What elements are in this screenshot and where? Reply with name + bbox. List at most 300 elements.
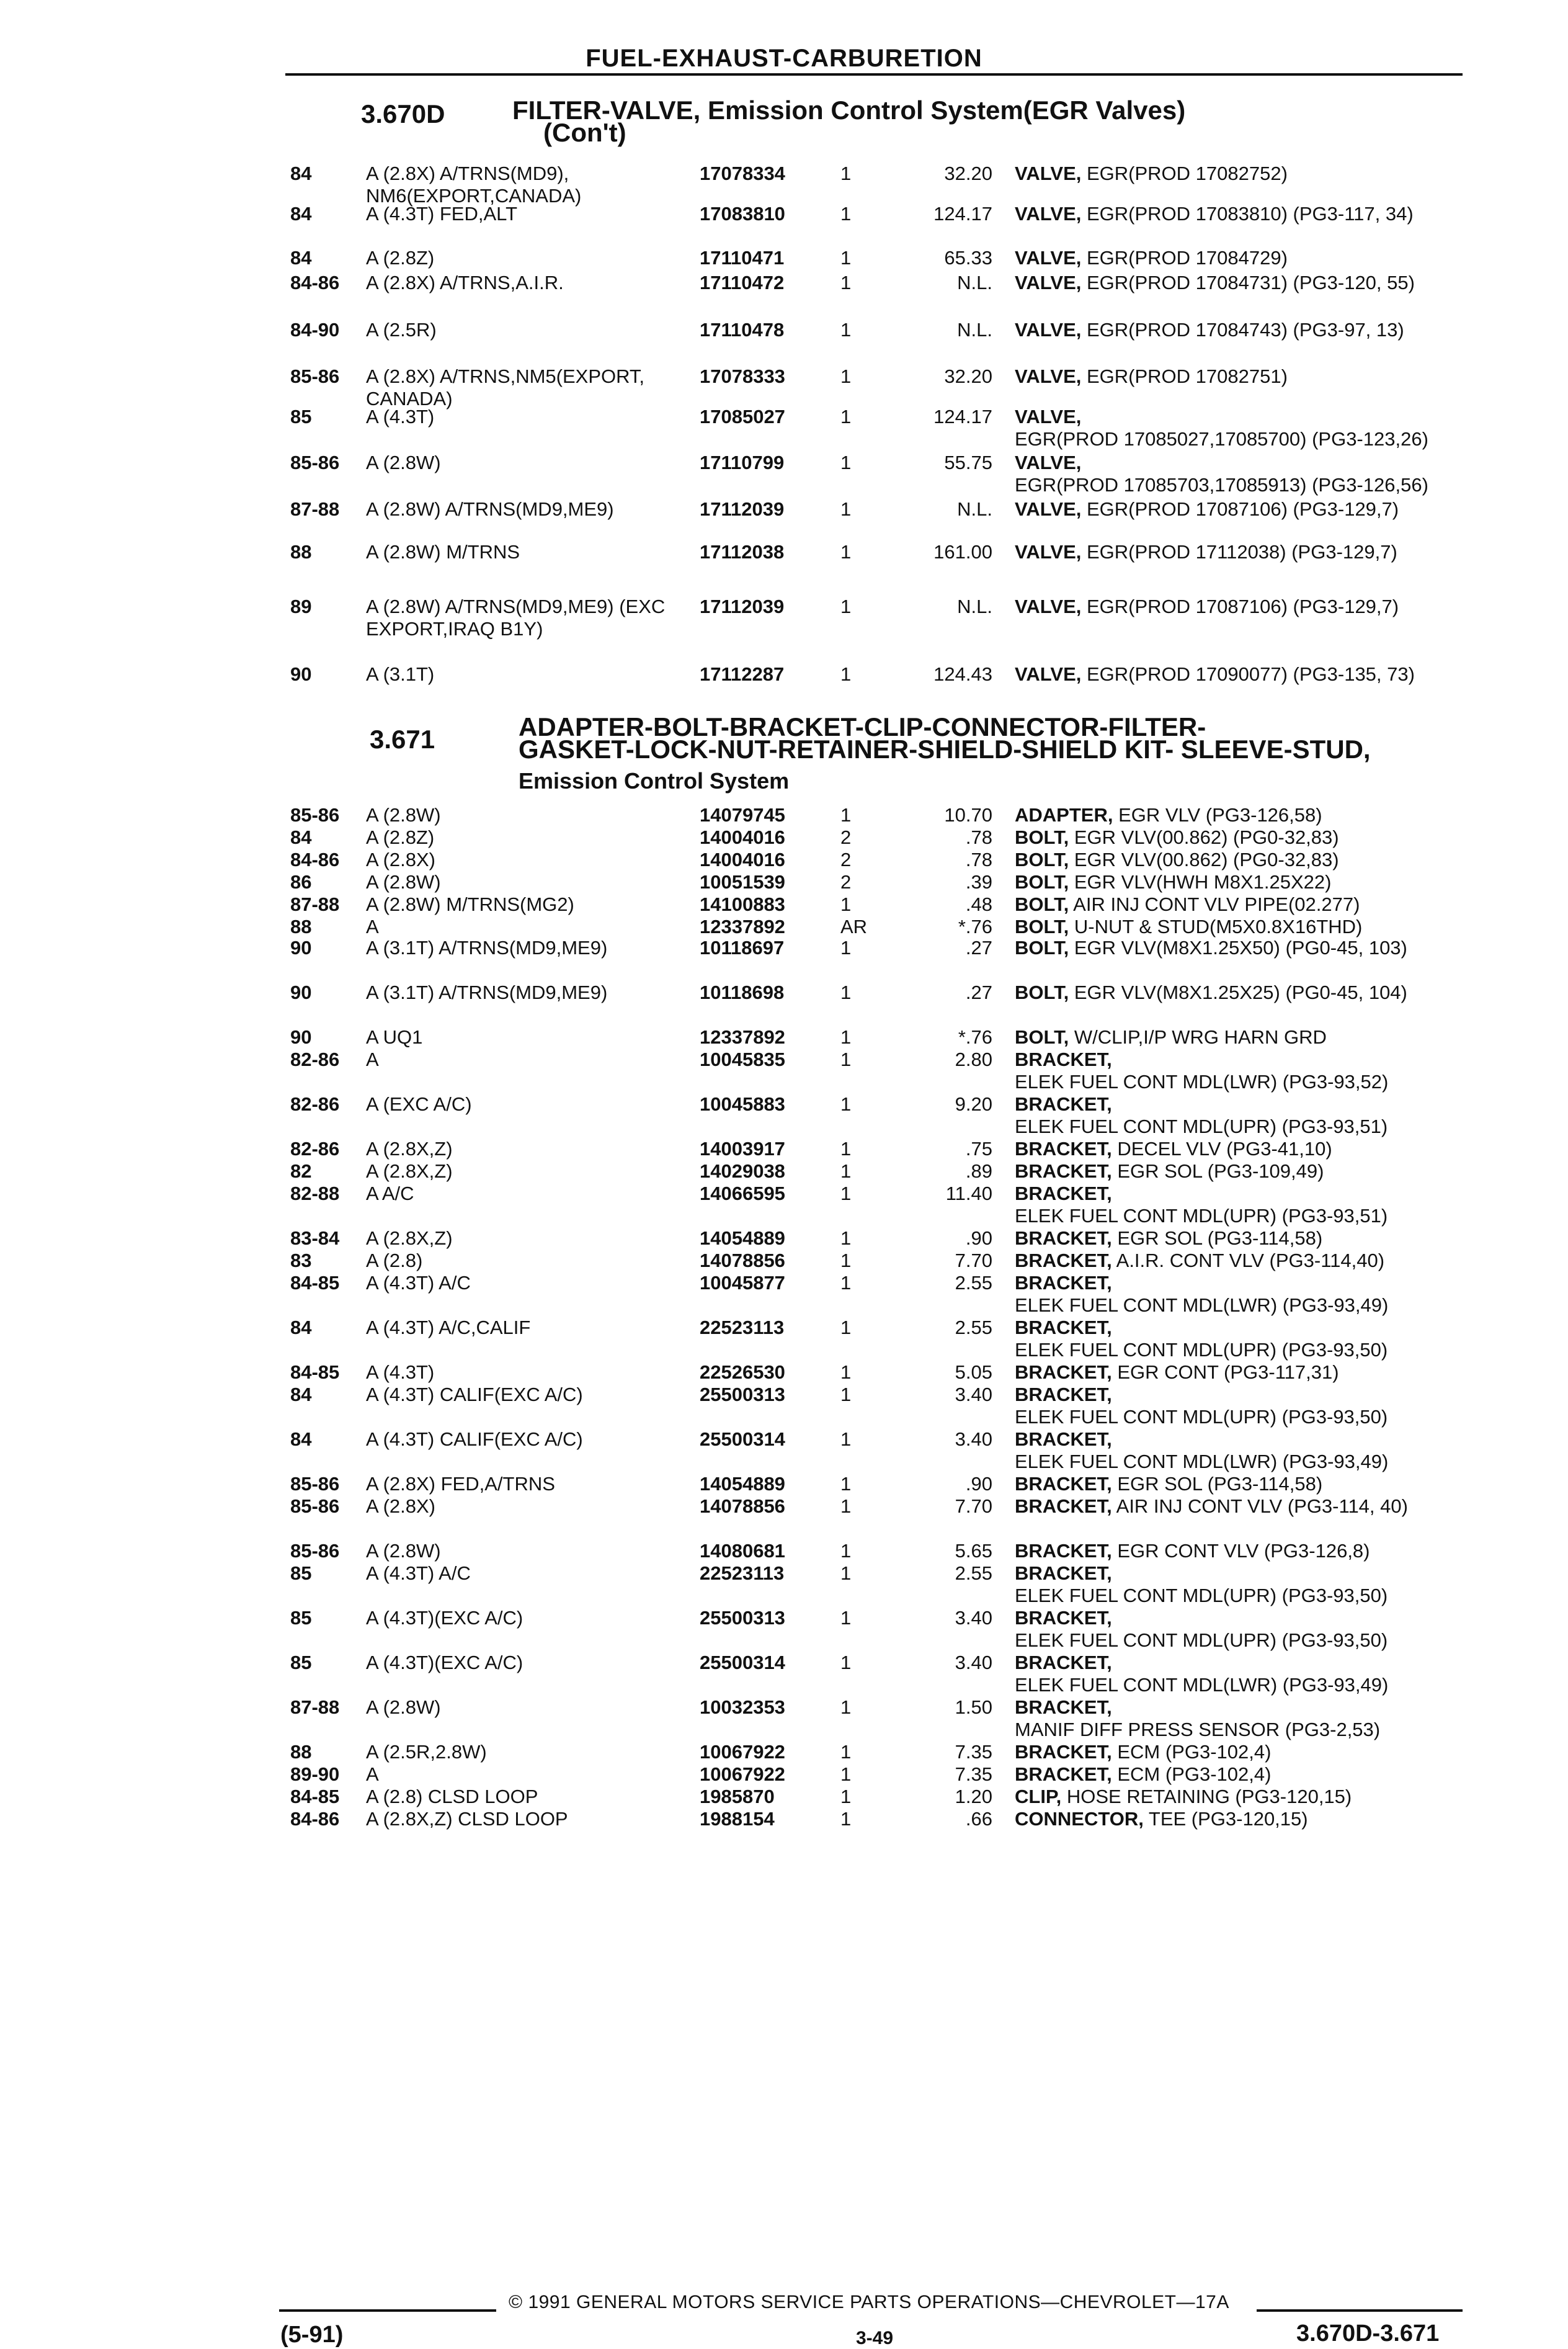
- table-row: [0, 452, 1568, 496]
- price: 55.75: [944, 452, 992, 473]
- quantity: 1: [840, 1160, 852, 1182]
- part-detail: EGR(PROD 17085703,17085913) (PG3-126,56): [1015, 474, 1428, 496]
- part-name: VALVE,: [1015, 272, 1082, 293]
- quantity: 1: [840, 1808, 852, 1830]
- page-heading: FUEL-EXHAUST-CARBURETION: [586, 45, 982, 72]
- part-detail: EGR(PROD 17084743) (PG3-97, 13): [1081, 319, 1404, 341]
- part-detail: EGR(PROD 17082752): [1081, 163, 1288, 184]
- price: 2.55: [955, 1562, 992, 1584]
- description: [1015, 1026, 1468, 1049]
- part-detail: EGR VLV (PG3-126,58): [1113, 804, 1322, 826]
- application: A (2.8) CLSD LOOP: [366, 1786, 538, 1807]
- table-row: [0, 498, 1568, 543]
- price: .39: [965, 871, 992, 893]
- part-name: BOLT,: [1015, 871, 1069, 893]
- price: .89: [965, 1160, 992, 1182]
- description: [1015, 1160, 1468, 1183]
- part-name: BRACKET,: [1015, 1473, 1112, 1495]
- part-number: 14079745: [700, 804, 785, 826]
- description: [1015, 1763, 1468, 1786]
- part-name: BRACKET,: [1015, 1428, 1112, 1450]
- part-number: 17083810: [700, 203, 785, 225]
- application: A (3.1T) A/TRNS(MD9,ME9): [366, 982, 608, 1003]
- model-years: 90: [290, 1026, 312, 1048]
- part-name: VALVE,: [1015, 663, 1082, 685]
- part-name: BRACKET,: [1015, 1763, 1112, 1785]
- table-row: [0, 203, 1568, 248]
- quantity: 1: [840, 1138, 852, 1160]
- price: 65.33: [944, 247, 992, 269]
- description: [1015, 1361, 1468, 1384]
- part-detail: EGR(PROD 17085027,17085700) (PG3-123,26): [1015, 428, 1428, 450]
- part-detail: ELEK FUEL CONT MDL(UPR) (PG3-93,50): [1015, 1629, 1388, 1651]
- section-subtitle: Emission Control System: [519, 768, 790, 794]
- table-row: [0, 541, 1568, 586]
- part-name: VALVE,: [1015, 452, 1082, 473]
- part-number: 22523113: [700, 1317, 785, 1338]
- quantity: 1: [840, 541, 852, 563]
- application: A (2.8W): [366, 804, 441, 826]
- part-name: VALVE,: [1015, 319, 1082, 341]
- part-detail: EGR(PROD 17112038) (PG3-129,7): [1081, 541, 1397, 563]
- model-years: 86: [290, 871, 312, 893]
- application: A: [366, 1763, 379, 1785]
- model-years: 87-88: [290, 893, 340, 915]
- description: [1015, 1540, 1468, 1562]
- price: 124.43: [933, 663, 992, 685]
- price: *.76: [958, 916, 992, 937]
- price: 7.35: [955, 1741, 992, 1763]
- price: 1.20: [955, 1786, 992, 1807]
- model-years: 83-84: [290, 1227, 340, 1249]
- description: [1015, 498, 1468, 521]
- quantity: 1: [840, 1384, 852, 1405]
- model-years: 84-86: [290, 1808, 340, 1830]
- model-years: 82-86: [290, 1049, 340, 1070]
- part-name: BOLT,: [1015, 1026, 1069, 1048]
- quantity: 1: [840, 1473, 852, 1495]
- application: A (2.5R,2.8W): [366, 1741, 487, 1763]
- quantity: 1: [840, 1763, 852, 1785]
- price: .78: [965, 826, 992, 848]
- description: [1015, 871, 1468, 893]
- description: [1015, 1741, 1468, 1763]
- quantity: 1: [840, 365, 852, 387]
- price: 10.70: [944, 804, 992, 826]
- part-number: 14054889: [700, 1227, 785, 1249]
- price: 5.05: [955, 1361, 992, 1383]
- model-years: 85-86: [290, 1495, 340, 1517]
- part-number: 10045835: [700, 1049, 785, 1070]
- part-name: VALVE,: [1015, 203, 1082, 225]
- part-name: BRACKET,: [1015, 1317, 1112, 1338]
- price: N.L.: [957, 498, 992, 520]
- price: 3.40: [955, 1607, 992, 1629]
- model-years: 82-86: [290, 1093, 340, 1115]
- part-name: BRACKET,: [1015, 1049, 1112, 1070]
- part-name: VALVE,: [1015, 541, 1082, 563]
- part-number: 14004016: [700, 826, 785, 848]
- model-years: 85-86: [290, 1540, 340, 1562]
- description: [1015, 365, 1468, 388]
- application: A (4.3T)(EXC A/C): [366, 1652, 523, 1673]
- description: [1015, 1652, 1468, 1696]
- part-detail: EGR(PROD 17087106) (PG3-129,7): [1081, 596, 1399, 617]
- price: 3.40: [955, 1428, 992, 1450]
- part-name: BRACKET,: [1015, 1384, 1112, 1405]
- quantity: 1: [840, 1562, 852, 1584]
- application: A (EXC A/C): [366, 1093, 472, 1115]
- model-years: 84-85: [290, 1272, 340, 1294]
- part-detail: AIR INJ CONT VLV (PG3-114, 40): [1111, 1495, 1408, 1517]
- part-name: BRACKET,: [1015, 1138, 1112, 1160]
- model-years: 89-90: [290, 1763, 340, 1785]
- application: A (2.8Z): [366, 826, 435, 848]
- application: A (4.3T) FED,ALT: [366, 203, 518, 225]
- part-number: 14066595: [700, 1183, 785, 1204]
- price: 32.20: [944, 365, 992, 387]
- price: .90: [965, 1227, 992, 1249]
- part-number: 10032353: [700, 1696, 785, 1718]
- part-detail: U-NUT & STUD(M5X0.8X16THD): [1069, 916, 1363, 937]
- application: A (3.1T) A/TRNS(MD9,ME9): [366, 937, 608, 959]
- part-name: BRACKET,: [1015, 1272, 1112, 1294]
- price: 9.20: [955, 1093, 992, 1115]
- application: A (2.8Z): [366, 247, 435, 269]
- table-row: [0, 1652, 1568, 1696]
- model-years: 84-86: [290, 272, 340, 293]
- part-name: VALVE,: [1015, 596, 1082, 617]
- description: [1015, 1495, 1468, 1518]
- application: A (2.8X) A/TRNS,NM5(EXPORT, CANADA): [366, 365, 645, 409]
- model-years: 85: [290, 1652, 312, 1673]
- description: [1015, 319, 1468, 341]
- application: A (2.8X,Z) CLSD LOOP: [366, 1808, 568, 1830]
- part-number: 25500313: [700, 1384, 785, 1405]
- quantity: 2: [840, 871, 852, 893]
- description: [1015, 663, 1468, 686]
- part-name: BOLT,: [1015, 916, 1069, 937]
- part-name: BRACKET,: [1015, 1361, 1112, 1383]
- quantity: 1: [840, 804, 852, 826]
- part-number: 17110799: [700, 452, 785, 473]
- application: A (2.8W): [366, 1696, 441, 1718]
- part-number: 1988154: [700, 1808, 775, 1830]
- price: 7.70: [955, 1250, 992, 1271]
- model-years: 88: [290, 916, 312, 937]
- model-years: 85-86: [290, 804, 340, 826]
- model-years: 88: [290, 541, 312, 563]
- description: [1015, 1227, 1468, 1250]
- quantity: 1: [840, 163, 852, 184]
- part-number: 10045883: [700, 1093, 785, 1115]
- quantity: 1: [840, 893, 852, 915]
- part-name: BOLT,: [1015, 893, 1069, 915]
- description: [1015, 1272, 1468, 1317]
- application: A (4.3T) A/C: [366, 1272, 471, 1294]
- heading-rule: [285, 73, 1463, 76]
- part-detail: EGR CONT VLV (PG3-126,8): [1111, 1540, 1370, 1562]
- part-number: 12337892: [700, 916, 785, 937]
- part-number: 17110471: [700, 247, 785, 269]
- table-row: [0, 1562, 1568, 1607]
- quantity: AR: [840, 916, 868, 937]
- part-detail: ELEK FUEL CONT MDL(LWR) (PG3-93,49): [1015, 1294, 1389, 1316]
- model-years: 84-85: [290, 1361, 340, 1383]
- part-number: 17085027: [700, 406, 785, 427]
- quantity: 1: [840, 596, 852, 617]
- part-name: BRACKET,: [1015, 1562, 1112, 1584]
- price: 3.40: [955, 1652, 992, 1673]
- part-number: 17112287: [700, 663, 785, 685]
- section-title: [512, 96, 1186, 147]
- part-name: BOLT,: [1015, 849, 1069, 870]
- application: A (2.8W) A/TRNS(MD9,ME9) (EXC EXPORT,IRAQ B1Y): [366, 596, 666, 640]
- part-number: 14003917: [700, 1138, 785, 1160]
- table-row: [0, 1808, 1568, 1853]
- application: A (2.8X): [366, 1495, 435, 1517]
- quantity: 1: [840, 1049, 852, 1070]
- application: A (2.8X) A/TRNS(MD9), NM6(EXPORT,CANADA): [366, 163, 582, 207]
- model-years: 90: [290, 982, 312, 1003]
- quantity: 1: [840, 1093, 852, 1115]
- price: 161.00: [933, 541, 992, 563]
- model-years: 85-86: [290, 1473, 340, 1495]
- part-name: BRACKET,: [1015, 1250, 1112, 1271]
- part-number: 14078856: [700, 1250, 785, 1271]
- application: A A/C: [366, 1183, 414, 1204]
- model-years: 82-88: [290, 1183, 340, 1204]
- quantity: 1: [840, 1741, 852, 1763]
- description: [1015, 849, 1468, 871]
- part-name: VALVE,: [1015, 163, 1082, 184]
- section-title: [519, 712, 1371, 764]
- model-years: 85-86: [290, 452, 340, 473]
- quantity: 1: [840, 1652, 852, 1673]
- table-row: [0, 272, 1568, 316]
- price: N.L.: [957, 596, 992, 617]
- application: A (2.8W) M/TRNS: [366, 541, 520, 563]
- part-number: 10045877: [700, 1272, 785, 1294]
- part-detail: EGR SOL (PG3-114,58): [1111, 1473, 1323, 1495]
- price: .75: [965, 1138, 992, 1160]
- application: A: [366, 1049, 379, 1070]
- part-number: 17112039: [700, 498, 785, 520]
- footer-rule-right: [1257, 2309, 1463, 2312]
- quantity: 1: [840, 1540, 852, 1562]
- description: [1015, 916, 1468, 938]
- quantity: 1: [840, 1272, 852, 1294]
- revision-date: (5-91): [280, 2322, 344, 2348]
- model-years: 89: [290, 596, 312, 617]
- part-number: 25500314: [700, 1652, 785, 1673]
- quantity: 1: [840, 247, 852, 269]
- quantity: 1: [840, 1786, 852, 1807]
- quantity: 1: [840, 1361, 852, 1383]
- model-years: 84: [290, 1428, 312, 1450]
- table-row: [0, 1607, 1568, 1652]
- application: A (2.5R): [366, 319, 437, 341]
- part-number: 14078856: [700, 1495, 785, 1517]
- part-detail: EGR(PROD 17084729): [1081, 247, 1288, 269]
- application: A (2.8W) A/TRNS(MD9,ME9): [366, 498, 614, 520]
- description: [1015, 1607, 1468, 1652]
- application: A (2.8W): [366, 1540, 441, 1562]
- part-name: BRACKET,: [1015, 1183, 1112, 1204]
- description: [1015, 1093, 1468, 1138]
- part-name: BRACKET,: [1015, 1652, 1112, 1673]
- price: *.76: [958, 1026, 992, 1048]
- description: [1015, 1562, 1468, 1607]
- description: [1015, 596, 1468, 618]
- quantity: 1: [840, 272, 852, 293]
- price: 7.70: [955, 1495, 992, 1517]
- description: [1015, 1473, 1468, 1495]
- part-detail: MANIF DIFF PRESS SENSOR (PG3-2,53): [1015, 1719, 1381, 1740]
- section-title-line: ADAPTER-BOLT-BRACKET-CLIP-CONNECTOR-FILTER-: [519, 712, 1206, 741]
- description: [1015, 893, 1468, 916]
- part-number: 17110472: [700, 272, 785, 293]
- part-number: 10067922: [700, 1741, 785, 1763]
- part-number: 25500313: [700, 1607, 785, 1629]
- model-years: 82: [290, 1160, 312, 1182]
- description: [1015, 937, 1468, 959]
- application: A (2.8X) FED,A/TRNS: [366, 1473, 555, 1495]
- application: A (2.8X,Z): [366, 1227, 453, 1249]
- application: A (4.3T) A/C: [366, 1562, 471, 1584]
- model-years: 87-88: [290, 1696, 340, 1718]
- part-detail: EGR VLV(M8X1.25X25) (PG0-45, 104): [1069, 982, 1407, 1003]
- part-detail: DECEL VLV (PG3-41,10): [1111, 1138, 1332, 1160]
- model-years: 84: [290, 247, 312, 269]
- price: .27: [965, 937, 992, 959]
- quantity: 1: [840, 663, 852, 685]
- part-number: 10051539: [700, 871, 785, 893]
- description: [1015, 406, 1468, 450]
- model-years: 85: [290, 406, 312, 427]
- table-row: [0, 1495, 1568, 1540]
- price: .90: [965, 1473, 992, 1495]
- section-number: 3.671: [370, 725, 435, 754]
- section-range: 3.670D-3.671: [1296, 2320, 1440, 2347]
- application: A (2.8): [366, 1250, 423, 1271]
- price: .27: [965, 982, 992, 1003]
- price: 2.55: [955, 1272, 992, 1294]
- part-detail: EGR VLV(00.862) (PG0-32,83): [1069, 826, 1339, 848]
- quantity: 1: [840, 203, 852, 225]
- part-detail: ELEK FUEL CONT MDL(LWR) (PG3-93,52): [1015, 1071, 1389, 1093]
- model-years: 84: [290, 826, 312, 848]
- model-years: 83: [290, 1250, 312, 1271]
- page-number: 3-49: [856, 2328, 894, 2348]
- part-name: BRACKET,: [1015, 1160, 1112, 1182]
- model-years: 88: [290, 1741, 312, 1763]
- quantity: 1: [840, 406, 852, 427]
- part-name: BRACKET,: [1015, 1227, 1112, 1249]
- table-row: [0, 319, 1568, 364]
- description: [1015, 247, 1468, 269]
- part-name: BRACKET,: [1015, 1607, 1112, 1629]
- application: A (4.3T): [366, 1361, 435, 1383]
- quantity: 1: [840, 1227, 852, 1249]
- model-years: 82-86: [290, 1138, 340, 1160]
- description: [1015, 1049, 1468, 1093]
- model-years: 84-85: [290, 1786, 340, 1807]
- part-name: VALVE,: [1015, 406, 1082, 427]
- quantity: 1: [840, 1607, 852, 1629]
- part-number: 10067922: [700, 1763, 785, 1785]
- part-detail: EGR(PROD 17082751): [1081, 365, 1288, 387]
- footer-rule-left: [279, 2309, 496, 2312]
- application: A (2.8X,Z): [366, 1138, 453, 1160]
- description: [1015, 1317, 1468, 1361]
- description: [1015, 982, 1468, 1004]
- part-name: ADAPTER,: [1015, 804, 1113, 826]
- part-number: 17112038: [700, 541, 785, 563]
- application: A (4.3T): [366, 406, 435, 427]
- description: [1015, 1428, 1468, 1473]
- part-number: 22526530: [700, 1361, 785, 1383]
- model-years: 90: [290, 663, 312, 685]
- table-row: [0, 1428, 1568, 1473]
- price: .78: [965, 849, 992, 870]
- part-detail: A.I.R. CONT VLV (PG3-114,40): [1111, 1250, 1385, 1271]
- table-row: [0, 1696, 1568, 1741]
- description: [1015, 1250, 1468, 1272]
- part-name: BRACKET,: [1015, 1696, 1112, 1718]
- quantity: 2: [840, 849, 852, 870]
- model-years: 84-86: [290, 849, 340, 870]
- quantity: 1: [840, 1696, 852, 1718]
- application: A (4.3T) CALIF(EXC A/C): [366, 1428, 583, 1450]
- model-years: 85-86: [290, 365, 340, 387]
- table-row: [0, 937, 1568, 982]
- description: [1015, 1138, 1468, 1160]
- description: [1015, 272, 1468, 294]
- quantity: 2: [840, 826, 852, 848]
- part-detail: EGR CONT (PG3-117,31): [1111, 1361, 1339, 1383]
- table-row: [0, 1317, 1568, 1361]
- part-detail: EGR VLV(M8X1.25X50) (PG0-45, 103): [1069, 937, 1407, 959]
- section-title-line: (Con't): [543, 118, 626, 147]
- part-name: CONNECTOR,: [1015, 1808, 1144, 1830]
- part-detail: ELEK FUEL CONT MDL(UPR) (PG3-93,50): [1015, 1585, 1388, 1606]
- copyright-line: © 1991 GENERAL MOTORS SERVICE PARTS OPERATIONS—CHEVROLET—17A: [509, 2292, 1229, 2312]
- quantity: 1: [840, 319, 852, 341]
- part-name: BOLT,: [1015, 982, 1069, 1003]
- part-number: 14100883: [700, 893, 785, 915]
- table-row: [0, 663, 1568, 708]
- part-number: 14080681: [700, 1540, 785, 1562]
- application: A: [366, 916, 379, 937]
- price: 124.17: [933, 406, 992, 427]
- part-detail: ELEK FUEL CONT MDL(UPR) (PG3-93,50): [1015, 1339, 1388, 1361]
- price: 1.50: [955, 1696, 992, 1718]
- part-detail: ECM (PG3-102,4): [1111, 1741, 1272, 1763]
- application: A (2.8X): [366, 849, 435, 870]
- application: A (4.3T) CALIF(EXC A/C): [366, 1384, 583, 1405]
- quantity: 1: [840, 498, 852, 520]
- quantity: 1: [840, 1317, 852, 1338]
- table-row: [0, 406, 1568, 450]
- description: [1015, 1808, 1468, 1830]
- part-name: VALVE,: [1015, 365, 1082, 387]
- description: [1015, 1786, 1468, 1808]
- section-title-line: GASKET-LOCK-NUT-RETAINER-SHIELD-SHIELD KIT- SLEEVE-STUD,: [519, 735, 1371, 764]
- table-row: [0, 1384, 1568, 1428]
- model-years: 84: [290, 203, 312, 225]
- part-number: 14029038: [700, 1160, 785, 1182]
